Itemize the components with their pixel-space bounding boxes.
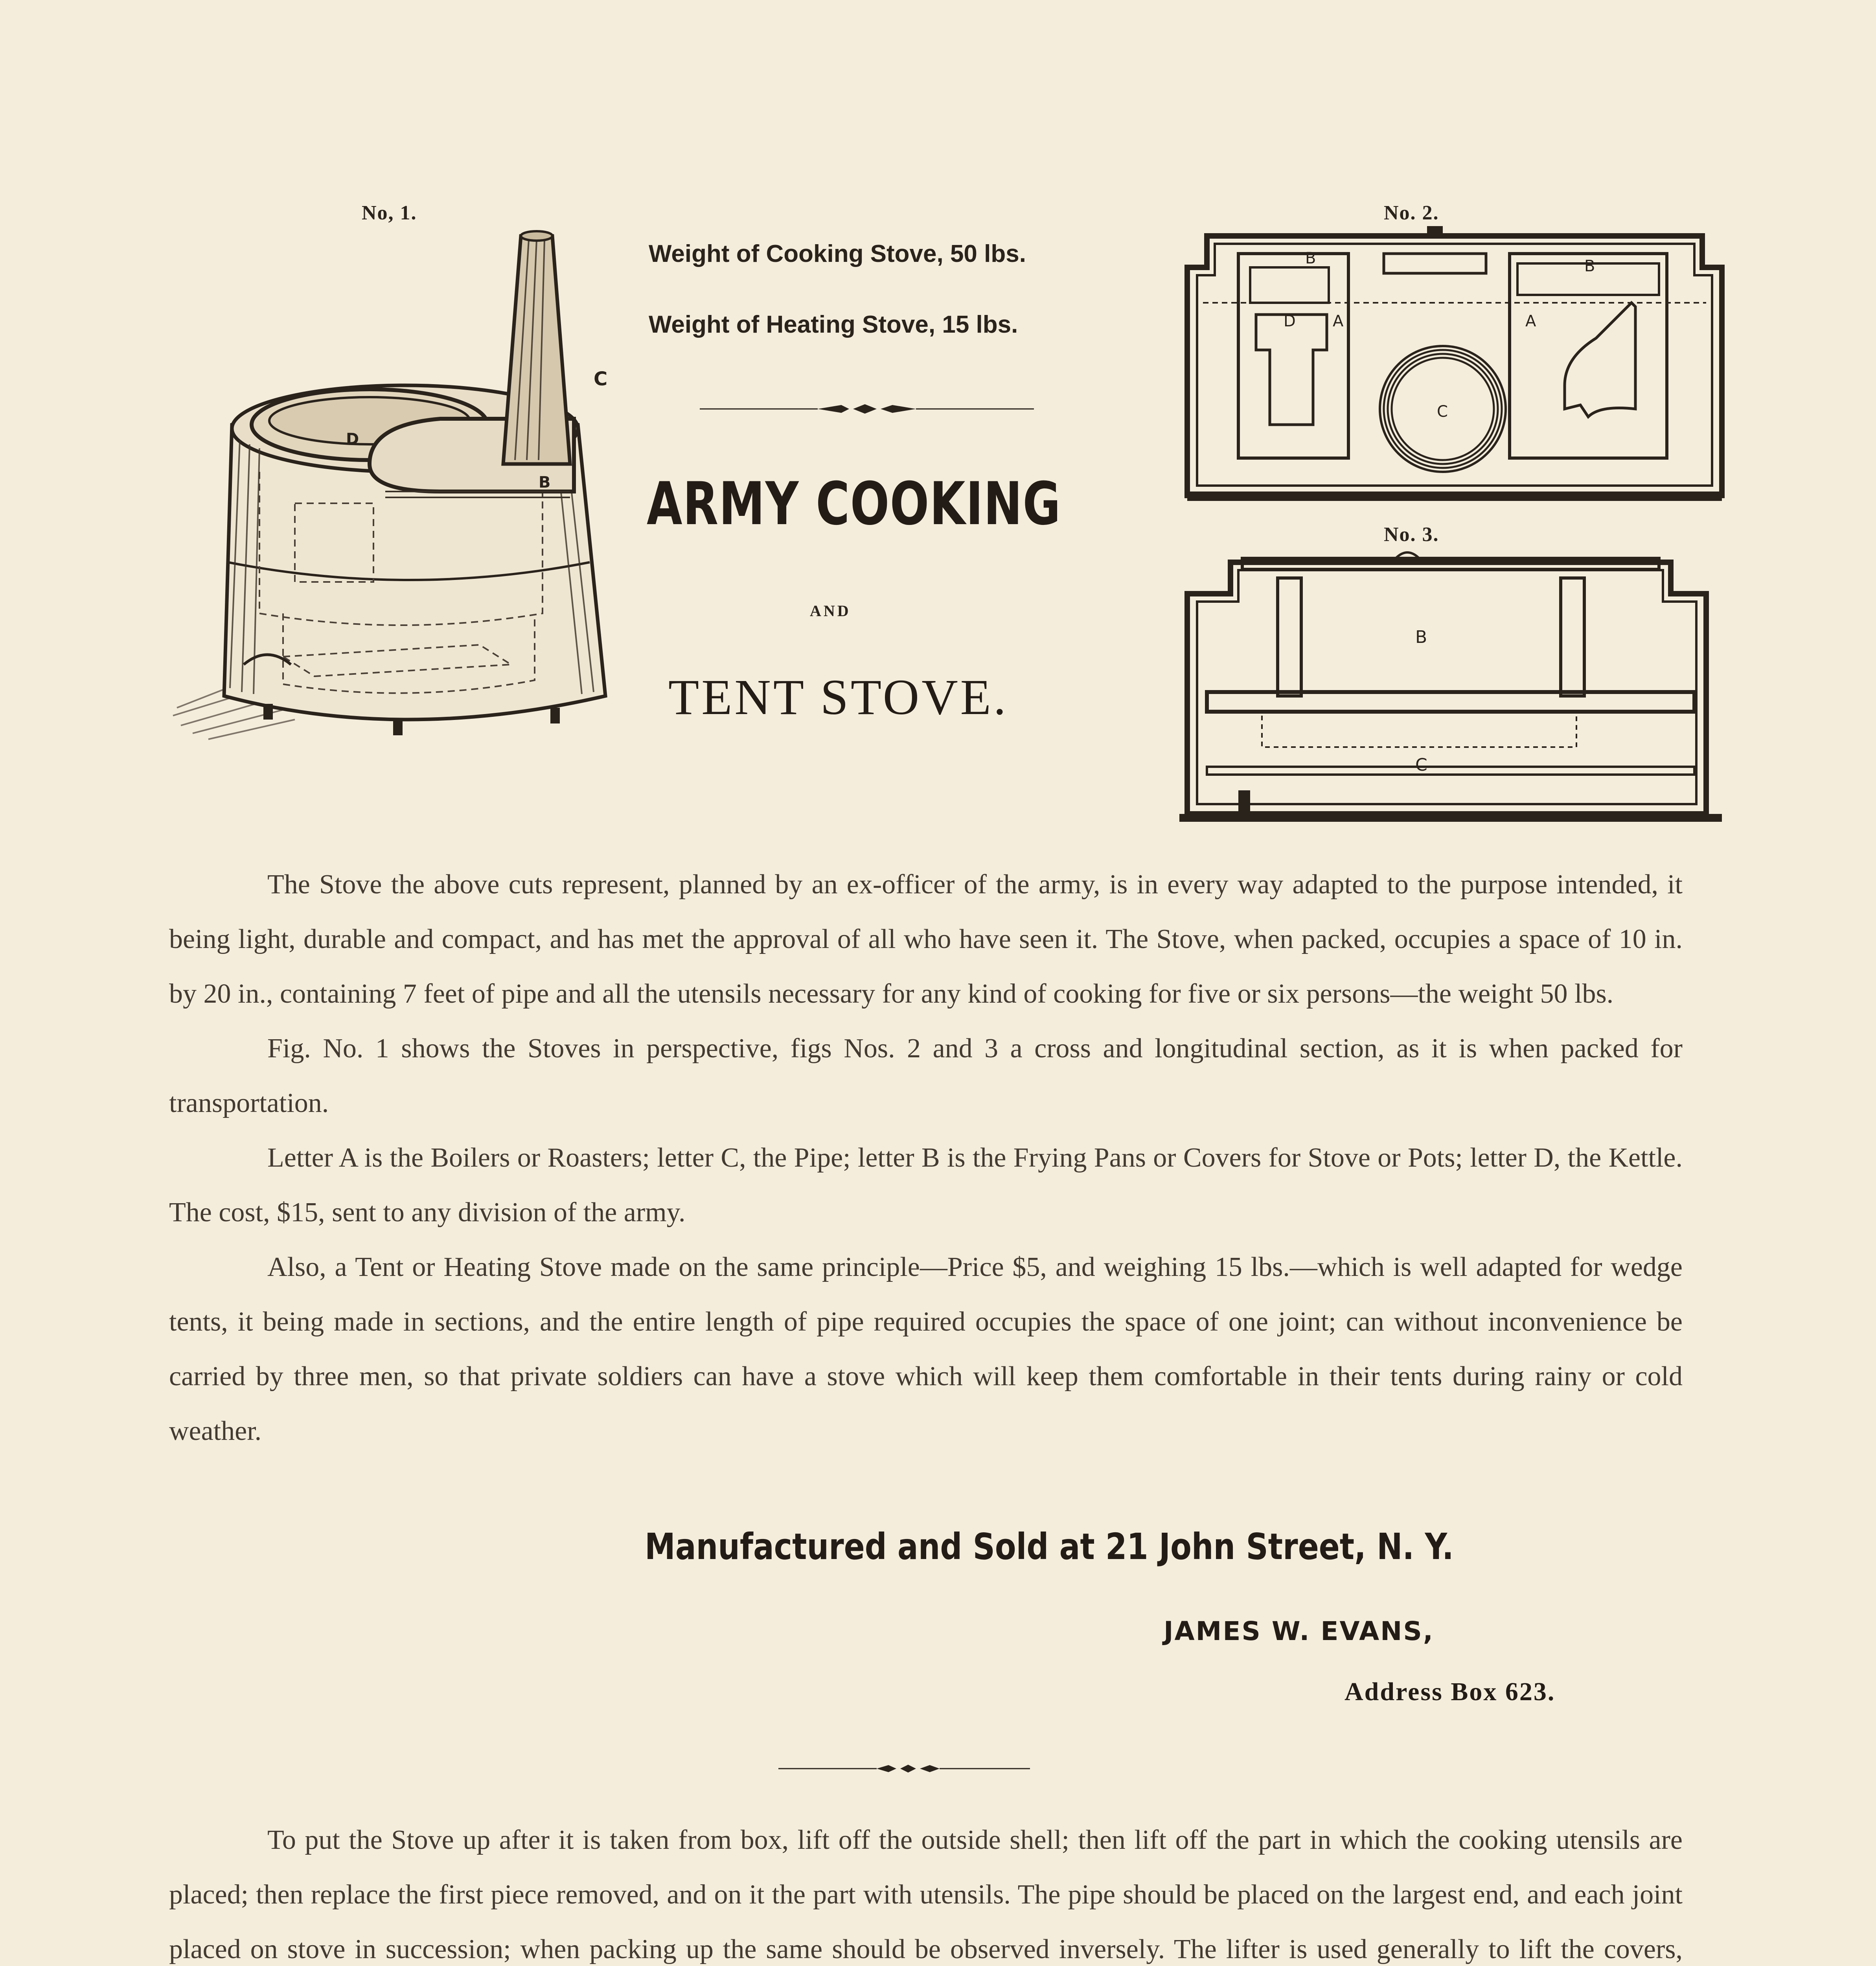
- maker-name: JAMES W. EVANS,: [1164, 1616, 1434, 1646]
- description-paragraph-3: Letter A is the Boilers or Roasters; letter C, the Pipe; letter B is the Frying Pans or Covers for Stove or Pots; letter D, the Kettle. The cost, $15, sent to any division of the army.: [169, 1143, 1683, 1228]
- figure-1-part-d: D: [346, 430, 359, 448]
- figure-3-label: No. 3.: [1384, 523, 1439, 546]
- figure-2-part-a-left: A: [1333, 312, 1344, 330]
- figure-2-part-a-right: A: [1525, 312, 1536, 330]
- address-box: Address Box 623.: [1344, 1677, 1556, 1706]
- instructions-paragraph: To put the Stove up after it is taken from box, lift off the outside shell; then lift off the part in which the cooking utensils are placed; then replace the first piece removed, and on it the part with utensils. The pipe should be placed on the largest end, and each joint placed on stove in succession; when packing up the same should be observed inversely. The lifter is used generally to lift the covers,: [169, 1825, 1683, 1964]
- figure-2-label: No. 2.: [1384, 202, 1439, 224]
- manufactured-and-sold: Manufactured and Sold at 21 John Street, N. Y.: [645, 1526, 1454, 1568]
- ornamental-rule: [700, 401, 1034, 417]
- figure-1-stove-perspective: [165, 220, 653, 771]
- title-army-cooking: ARMY COOKING: [647, 470, 1061, 538]
- figure-2-cross-section: [1172, 220, 1738, 519]
- weight-heating-stove: Weight of Heating Stove, 15 lbs.: [649, 311, 1018, 338]
- stove-description: [169, 857, 1683, 1458]
- figure-3-part-c: C: [1415, 755, 1427, 775]
- figure-2-part-b-left: B: [1305, 249, 1316, 267]
- description-paragraph-2: Fig. No. 1 shows the Stoves in perspective, figs Nos. 2 and 3 a cross and longitudinal section, as it is when packed for transportation.: [169, 1033, 1683, 1118]
- description-paragraph-1: The Stove the above cuts represent, planned by an ex-officer of the army, is in every way adapted to the purpose intended, it being light, durable and compact, and has met the approval of all who have seen it. The Stove, when packed, occupies a space of 10 in. by 20 in., containing 7 feet of pipe and all the utensils necessary for any kind of cooking for five or six persons—the weight 50 lbs.: [169, 869, 1683, 1009]
- description-paragraph-4: Also, a Tent or Heating Stove made on the same principle—Price $5, and weighing 15 lbs.—which is well adapted for wedge tents, it being made in sections, and the entire length of pipe required occupies the space of one joint; can without inconvenience be carried by three men, so that private soldiers can have a stove which will keep them comfortable in their tents during rainy or cold weather.: [169, 1252, 1683, 1446]
- figure-1-part-b: B: [539, 473, 551, 492]
- figure-3-part-b: B: [1415, 627, 1427, 647]
- title-and: AND: [810, 602, 851, 620]
- figure-2-part-b-right: B: [1584, 257, 1595, 275]
- title-tent-stove: TENT STOVE.: [668, 669, 1008, 725]
- setup-instructions: [169, 1813, 1683, 1966]
- figure-1-label: No, 1.: [362, 202, 417, 224]
- figure-3-longitudinal-section: [1164, 547, 1738, 834]
- figure-2-part-d: D: [1284, 312, 1296, 330]
- ornamental-divider: [778, 1762, 1030, 1776]
- weight-cooking-stove: Weight of Cooking Stove, 50 lbs.: [649, 240, 1026, 267]
- figure-1-part-c: C: [594, 368, 608, 390]
- figure-2-part-c: C: [1437, 403, 1448, 421]
